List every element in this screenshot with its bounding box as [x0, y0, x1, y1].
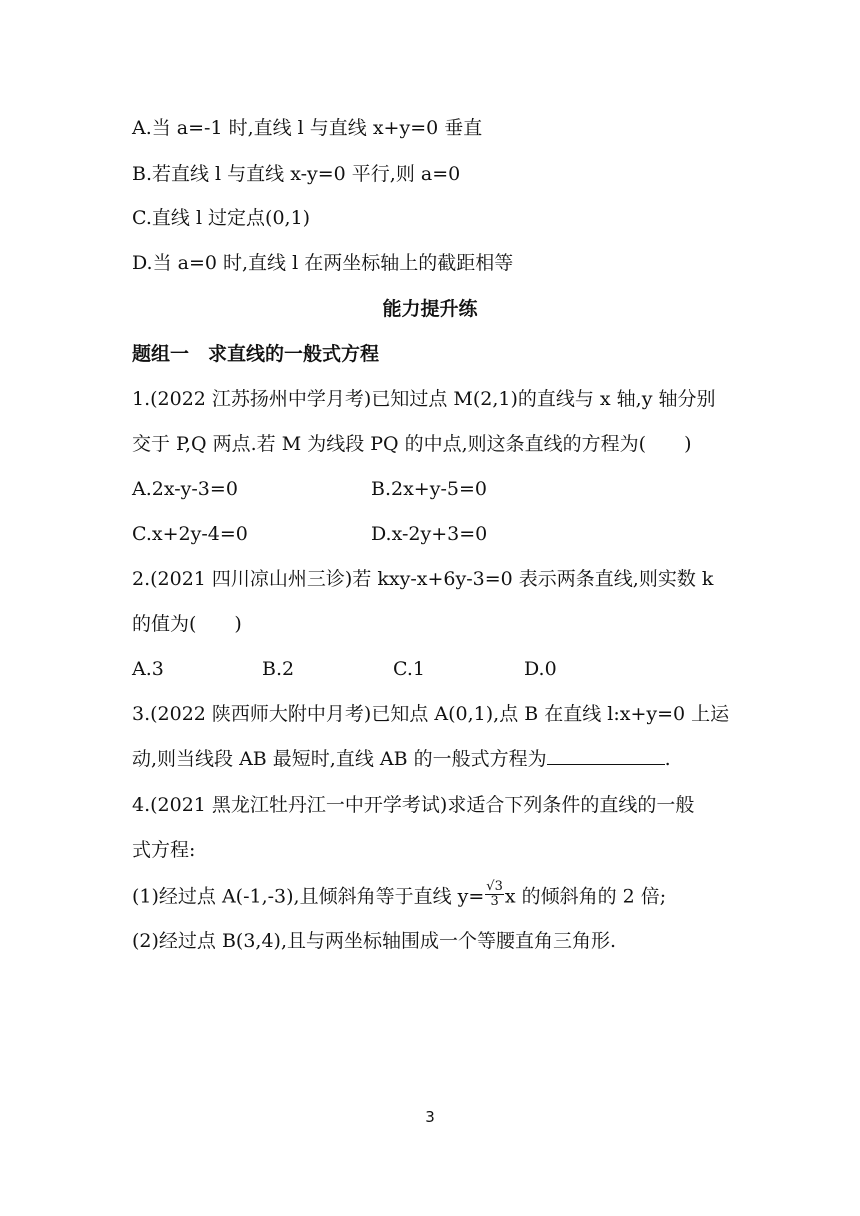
q3-line2-text: 动,则当线段 AB 最短时,直线 AB 的一般式方程为 — [132, 748, 547, 770]
section-title: 能力提升练 — [382, 298, 478, 320]
q4-line1: 4.(2021 黑龙江牡丹江一中开学考试)求适合下列条件的直线的一般 — [132, 794, 695, 816]
q2-option-a: A.3 — [132, 658, 164, 680]
option-a-prev: A.当 a=-1 时,直线 l 与直线 x+y=0 垂直 — [132, 117, 483, 139]
q4-line2: 式方程: — [132, 839, 196, 861]
fraction-denominator: 3 — [490, 894, 499, 909]
fraction-numerator: √3 — [486, 879, 503, 894]
answer-blank — [547, 746, 665, 765]
q2-option-c: C.1 — [393, 658, 425, 680]
q4-sub1 — [132, 879, 667, 912]
q2-option-d: D.0 — [524, 658, 557, 680]
q2-line1: 2.(2021 四川凉山州三诊)若 kxy-x+6y-3=0 表示两条直线,则实数 k — [132, 568, 714, 590]
q1-option-c: C.x+2y-4=0 — [132, 523, 248, 545]
q3-line2-end: . — [664, 748, 671, 770]
q3-line2 — [132, 746, 671, 772]
q2-option-b: B.2 — [262, 658, 295, 680]
q4-sub2: (2)经过点 B(3,4),且与两坐标轴围成一个等腰直角三角形. — [132, 930, 617, 952]
option-b-prev: B.若直线 l 与直线 x-y=0 平行,则 a=0 — [132, 163, 461, 185]
q1-option-d: D.x-2y+3=0 — [371, 523, 488, 545]
q2-line2: 的值为( ) — [132, 613, 242, 635]
q4-sub1-text-end: x 的倾斜角的 2 倍; — [504, 885, 667, 908]
q1-line1: 1.(2022 江苏扬州中学月考)已知过点 M(2,1)的直线与 x 轴,y 轴分别 — [132, 388, 716, 410]
fraction-sqrt3-over-3 — [485, 880, 504, 909]
option-c-prev: C.直线 l 过定点(0,1) — [132, 207, 311, 229]
q4-sub1-text: (1)经过点 A(-1,-3),且倾斜角等于直线 y= — [132, 885, 485, 908]
q1-line2: 交于 P,Q 两点.若 M 为线段 PQ 的中点,则这条直线的方程为( ) — [132, 433, 692, 455]
q3-line1: 3.(2022 陕西师大附中月考)已知点 A(0,1),点 B 在直线 l:x+y=0 上运 — [132, 703, 730, 725]
q1-option-a: A.2x-y-3=0 — [132, 478, 238, 500]
page-number: 3 — [425, 1108, 435, 1126]
option-d-prev: D.当 a=0 时,直线 l 在两坐标轴上的截距相等 — [132, 252, 514, 274]
group-title: 题组一 求直线的一般式方程 — [132, 343, 380, 365]
q1-option-b: B.2x+y-5=0 — [371, 478, 487, 500]
